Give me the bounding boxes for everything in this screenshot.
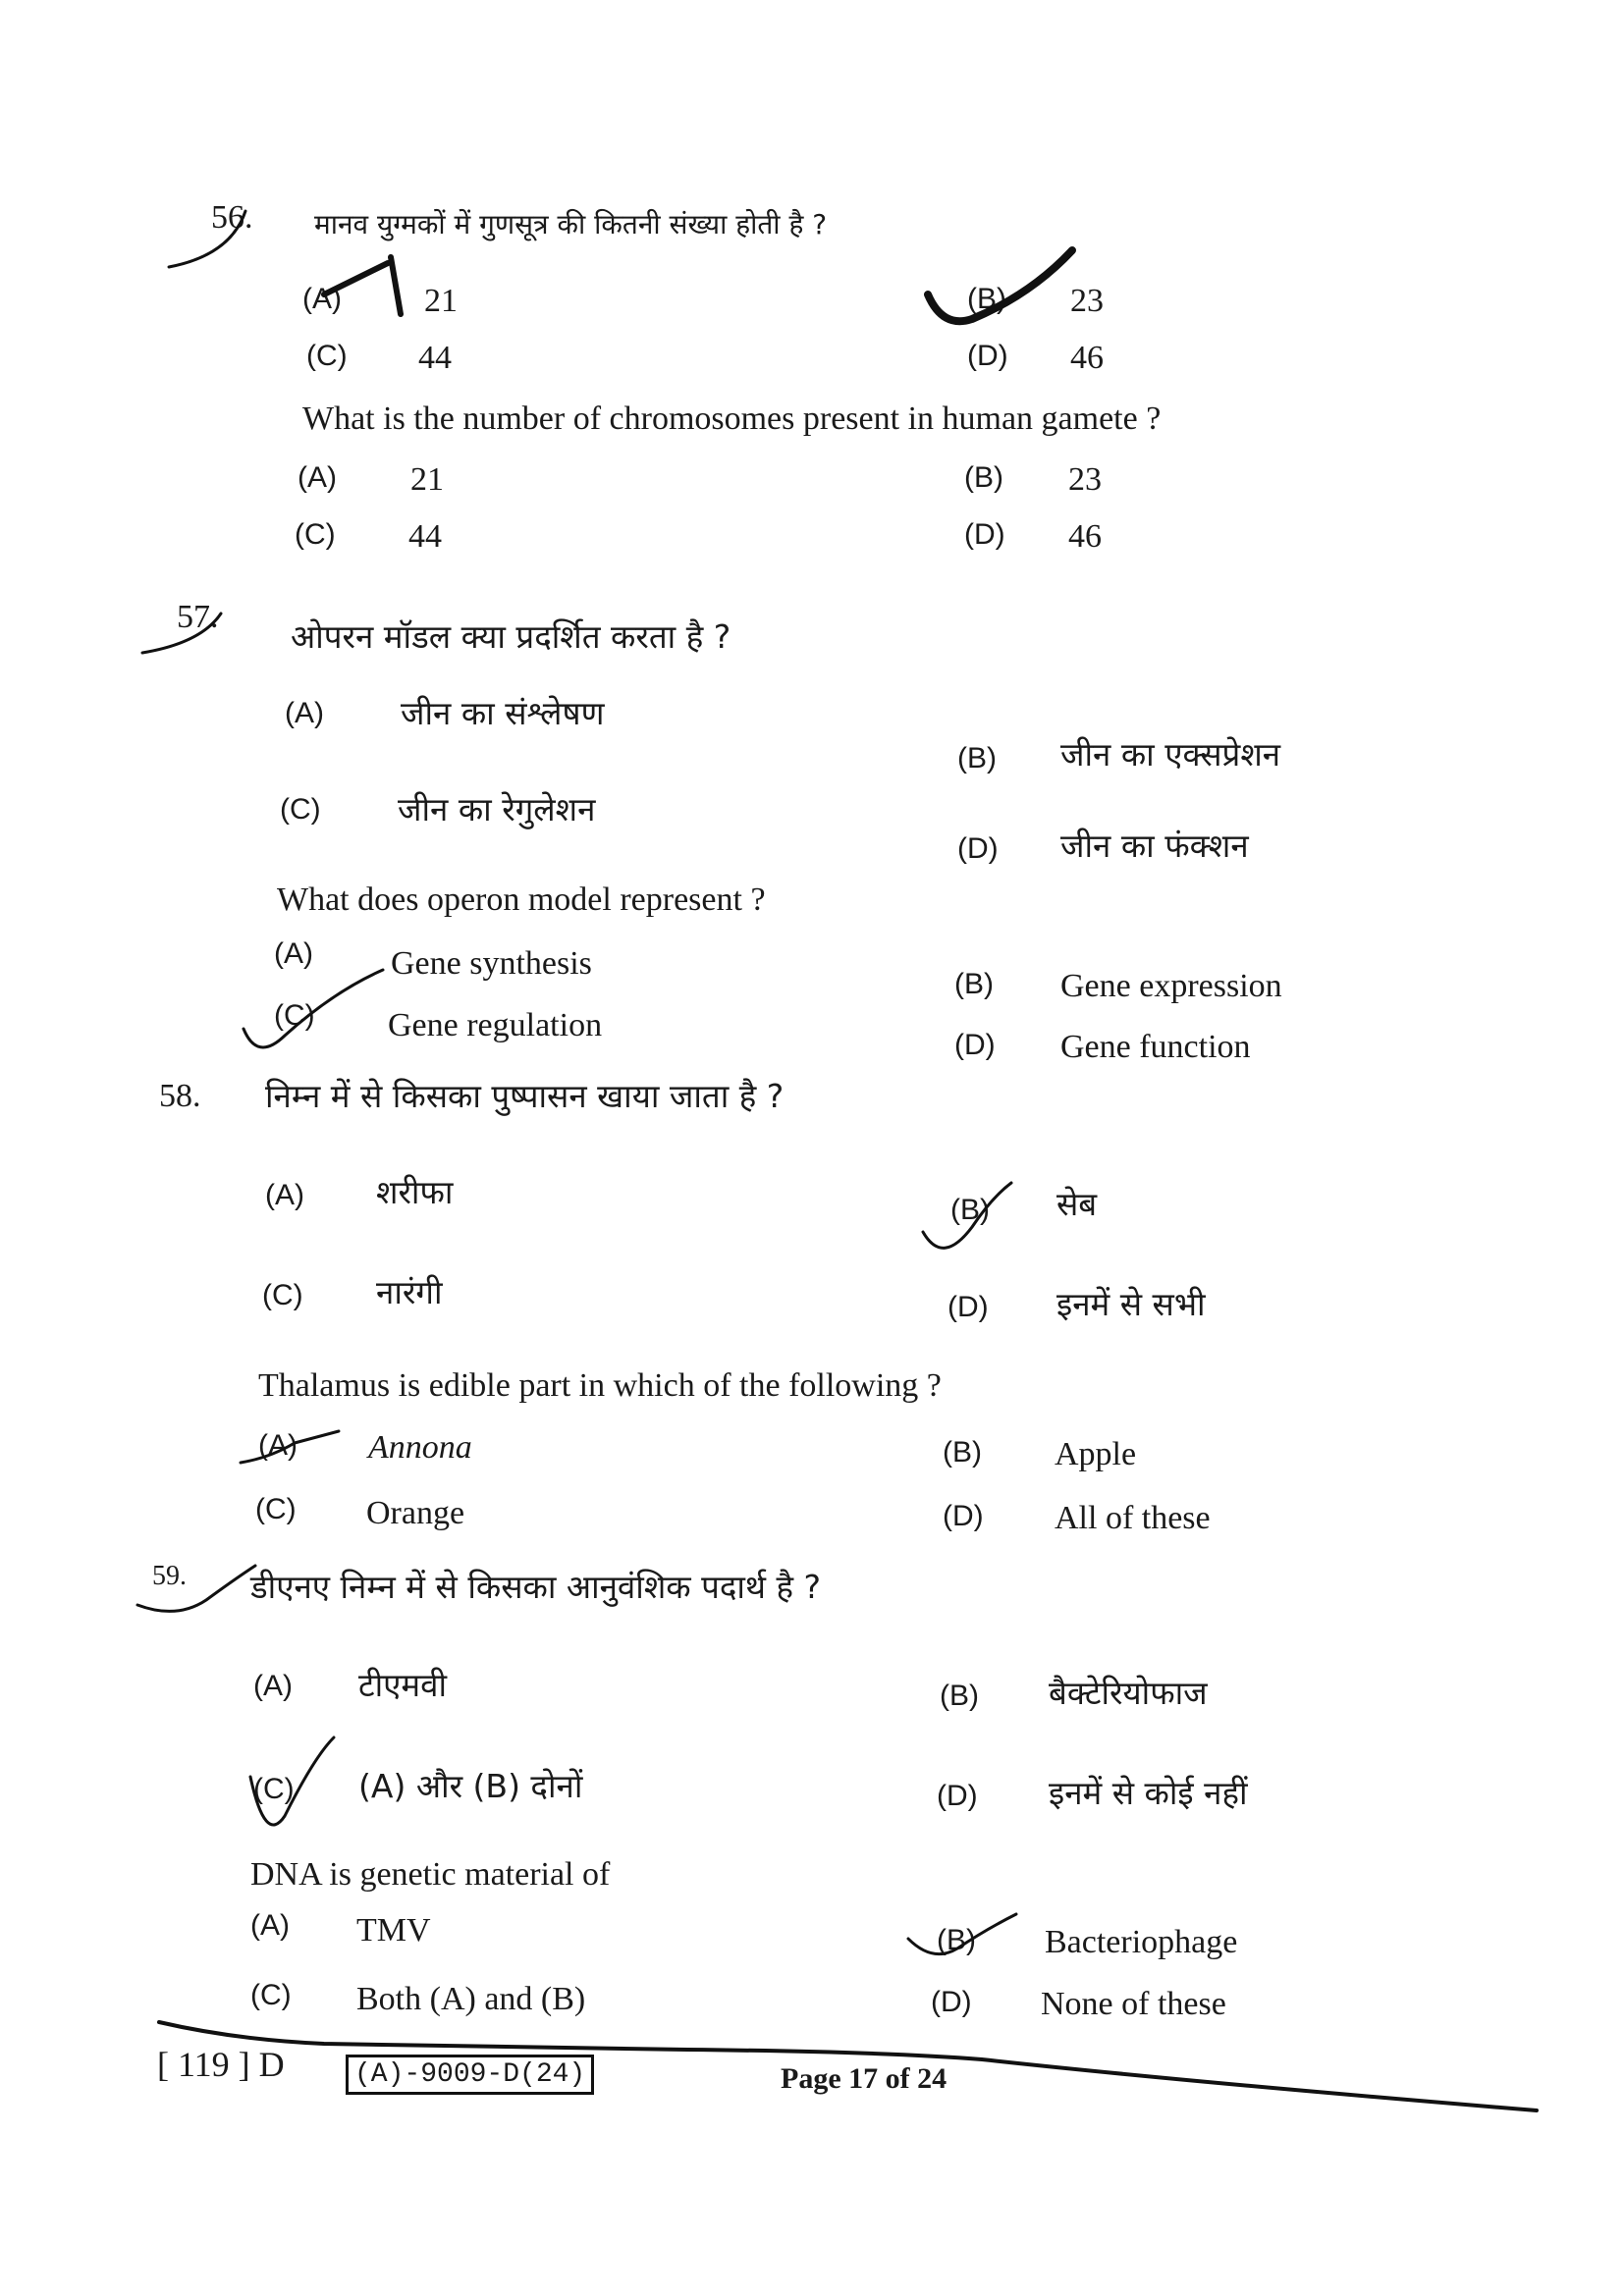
option-text: Bacteriophage xyxy=(1045,1924,1238,1960)
option-label: (C) xyxy=(262,1279,303,1311)
option-text: 46 xyxy=(1068,518,1102,555)
option-label: (A) xyxy=(258,1429,298,1462)
option-label: (B) xyxy=(937,1924,976,1956)
option-text: इनमें से कोई नहीं xyxy=(1049,1774,1248,1812)
option-text: Apple xyxy=(1055,1436,1137,1472)
question-number: 58. xyxy=(159,1078,201,1114)
option-label: (D) xyxy=(967,340,1008,372)
option-text: Gene expression xyxy=(1060,968,1282,1004)
option-label: (B) xyxy=(943,1436,982,1468)
option-text: जीन का संश्लेषण xyxy=(401,694,605,732)
question-text-english: What is the number of chromosomes present in human gamete ? xyxy=(302,400,1162,437)
question-text-english: Thalamus is edible part in which of the following ? xyxy=(258,1367,942,1404)
option-label: (C) xyxy=(306,340,348,372)
option-text: 21 xyxy=(410,461,444,498)
question-text-hindi: ओपरन मॉडल क्या प्रदर्शित करता है ? xyxy=(291,617,731,656)
question-number: 56. xyxy=(211,199,253,236)
option-text: बैक्टेरियोफाज xyxy=(1049,1674,1208,1712)
option-label: (D) xyxy=(947,1291,989,1323)
footer-code: [ 119 ] D xyxy=(157,2045,285,2084)
option-label: (C) xyxy=(255,1493,297,1525)
option-text: TMV xyxy=(356,1912,431,1949)
question-text-english: DNA is genetic material of xyxy=(250,1856,611,1893)
option-text: जीन का रेगुलेशन xyxy=(398,790,596,828)
option-label: (D) xyxy=(964,518,1005,551)
option-label: (A) xyxy=(298,461,337,494)
option-label: (B) xyxy=(967,283,1006,315)
footer-paper-code-box: (A)-9009-D(24) xyxy=(346,2055,594,2095)
option-text: (A) और (B) दोनों xyxy=(358,1767,583,1805)
page-number: Page 17 of 24 xyxy=(781,2062,947,2095)
option-text: 21 xyxy=(424,283,458,319)
option-text: All of these xyxy=(1055,1500,1211,1536)
option-text: Gene function xyxy=(1060,1029,1251,1065)
option-text: टीएमवी xyxy=(358,1666,448,1704)
option-label: (C) xyxy=(253,1773,295,1805)
question-number: 59. xyxy=(152,1561,187,1591)
option-text: None of these xyxy=(1041,1986,1226,2022)
option-text: नारंगी xyxy=(376,1273,443,1311)
option-text: जीन का फंक्शन xyxy=(1060,827,1249,865)
option-label: (A) xyxy=(250,1909,290,1942)
option-label: (D) xyxy=(954,1029,996,1061)
option-label: (D) xyxy=(937,1780,978,1812)
option-label: (B) xyxy=(957,742,997,774)
option-label: (B) xyxy=(964,461,1003,494)
option-label: (A) xyxy=(285,697,324,729)
option-text: Orange xyxy=(366,1495,465,1531)
option-label: (B) xyxy=(940,1680,979,1712)
question-text-english: What does operon model represent ? xyxy=(277,881,766,918)
option-text: इनमें से सभी xyxy=(1056,1285,1206,1323)
option-text: Both (A) and (B) xyxy=(356,1981,586,2017)
option-label: (C) xyxy=(295,518,336,551)
question-text-hindi: मानव युग्मकों में गुणसूत्र की कितनी संख्या होती है ? xyxy=(314,208,828,240)
option-label: (C) xyxy=(274,999,315,1032)
option-text: Gene synthesis xyxy=(391,945,592,982)
option-text: जीन का एक्सप्रेशन xyxy=(1060,735,1281,774)
question-text-hindi: निम्न में से किसका पुष्पासन खाया जाता है ? xyxy=(265,1077,785,1115)
option-text: 46 xyxy=(1070,340,1104,376)
option-label: (A) xyxy=(274,937,313,970)
option-label: (A) xyxy=(265,1179,304,1211)
question-number: 57. xyxy=(177,599,219,635)
option-label: (D) xyxy=(931,1986,972,2018)
option-text: 23 xyxy=(1070,283,1104,319)
option-text: शरीफा xyxy=(376,1173,454,1211)
option-text: 44 xyxy=(418,340,452,376)
option-label: (D) xyxy=(943,1500,984,1532)
option-label: (D) xyxy=(957,832,999,865)
option-text: 44 xyxy=(408,518,442,555)
option-label: (A) xyxy=(302,283,342,315)
option-label: (B) xyxy=(954,968,994,1000)
option-text: 23 xyxy=(1068,461,1102,498)
option-label: (B) xyxy=(950,1194,990,1226)
option-text: Gene regulation xyxy=(388,1007,603,1043)
option-label: (A) xyxy=(253,1670,293,1702)
option-text: Annona xyxy=(368,1429,472,1466)
option-text: सेब xyxy=(1056,1185,1098,1223)
option-label: (C) xyxy=(250,1979,292,2011)
option-label: (C) xyxy=(280,793,321,826)
question-text-hindi: डीएनए निम्न में से किसका आनुवंशिक पदार्थ है ? xyxy=(250,1568,822,1606)
